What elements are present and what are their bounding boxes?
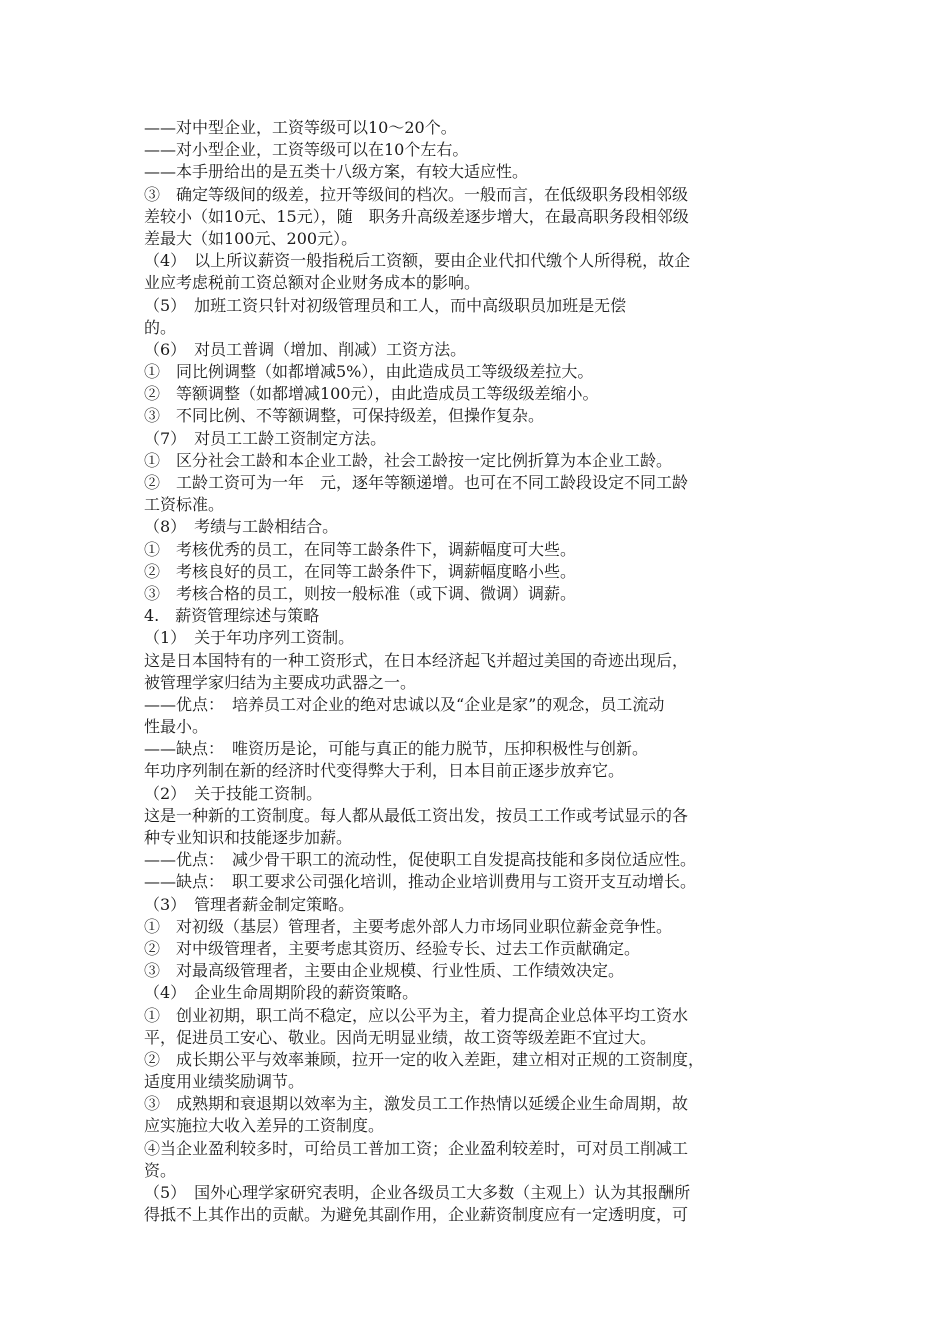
text-line: ① 对初级（基层）管理者，主要考虑外部人力市场同业职位薪金竞争性。 xyxy=(144,916,673,936)
text-line: （5） 加班工资只针对初级管理员和工人，而中高级职员加班是无偿 xyxy=(144,295,627,315)
text-line: ① 考核优秀的员工，在同等工龄条件下，调薪幅度可大些。 xyxy=(144,539,577,559)
text-line: （2） 关于技能工资制。 xyxy=(144,783,323,803)
text-line: ② 等额调整（如都增减100元），由此造成员工等级级差缩小。 xyxy=(144,384,599,404)
text-line: ——缺点： 唯资历是论，可能与真正的能力脱节，压抑积极性与创新。 xyxy=(144,739,649,759)
text-line: ② 成长期公平与效率兼顾，拉开一定的收入差距，建立相对正规的工资制度， xyxy=(144,1049,705,1069)
text-line: （4） 企业生命周期阶段的薪资策略。 xyxy=(144,983,419,1003)
text-line: （7） 对员工工龄工资制定方法。 xyxy=(144,428,387,448)
text-line: ③ 确定等级间的级差，拉开等级间的档次。一般而言，在低级职务段相邻级 xyxy=(144,184,689,204)
text-line: ③ 考核合格的员工，则按一般标准（或下调、微调）调薪。 xyxy=(144,583,577,603)
text-line: ——优点： 减少骨干职工的流动性，促使职工自发提高技能和多岗位适应性。 xyxy=(144,850,697,870)
document-body xyxy=(144,117,824,1226)
text-line: 性最小。 xyxy=(144,717,209,737)
text-line: ② 工龄工资可为一年 元，逐年等额递增。也可在不同工龄段设定不同工龄 xyxy=(144,473,689,492)
text-line: （8） 考绩与工龄相结合。 xyxy=(144,517,339,537)
text-line: 这是日本国特有的一种工资形式，在日本经济起飞并超过美国的奇迹出现后， xyxy=(144,650,689,670)
text-line: ② 考核良好的员工，在同等工龄条件下，调薪幅度略小些。 xyxy=(144,561,577,581)
text-line: 4. 薪资管理综述与策略 xyxy=(144,606,320,626)
text-line: 年功序列制在新的经济时代变得弊大于利，日本目前正逐步放弃它。 xyxy=(144,761,625,781)
text-line: ③ 对最高级管理者，主要由企业规模、行业性质、工作绩效决定。 xyxy=(144,961,625,981)
text-line: ① 区分社会工龄和本企业工龄，社会工龄按一定比例折算为本企业工龄。 xyxy=(144,450,673,470)
text-line: ③ 成熟期和衰退期以效率为主，激发员工工作热情以延缓企业生命周期，故 xyxy=(144,1094,689,1114)
text-line: 得抵不上其作出的贡献。为避免其副作用，企业薪资制度应有一定透明度，可 xyxy=(144,1205,689,1225)
text-line: ③ 不同比例、不等额调整，可保持级差，但操作复杂。 xyxy=(144,406,545,426)
text-line: ——本手册给出的是五类十八级方案，有较大适应性。 xyxy=(144,162,529,182)
text-line: 工资标准。 xyxy=(144,495,225,515)
text-line: 平，促进员工安心、敬业。因尚无明显业绩，故工资等级差距不宜过大。 xyxy=(144,1027,657,1047)
text-line: 应实施拉大收入差异的工资制度。 xyxy=(144,1116,385,1136)
text-line: （6） 对员工普调（增加、削减）工资方法。 xyxy=(144,339,467,359)
text-line: 差较小（如10元、15元），随 职务升高级差逐步增大，在最高职务段相邻级 xyxy=(144,206,689,226)
text-line: ——对中型企业，工资等级可以10～20个。 xyxy=(144,118,457,137)
text-line: ④当企业盈利较多时，可给员工普加工资；企业盈利较差时，可对员工削减工 xyxy=(144,1138,689,1158)
text-line: ——优点： 培养员工对企业的绝对忠诚以及“企业是家”的观念，员工流动 xyxy=(144,694,665,714)
text-line: ① 创业初期，职工尚不稳定，应以公平为主，着力提高企业总体平均工资水 xyxy=(144,1005,689,1025)
text-line: （4） 以上所议薪资一般指税后工资额，要由企业代扣代缴个人所得税，故企 xyxy=(144,251,691,271)
text-line: 业应考虑税前工资总额对企业财务成本的影响。 xyxy=(144,273,481,293)
text-line: ① 同比例调整（如都增减5%），由此造成员工等级级差拉大。 xyxy=(144,362,594,382)
text-line: 被管理学家归结为主要成功武器之一。 xyxy=(144,672,417,692)
text-line: 差最大（如100元、200元）。 xyxy=(144,228,358,248)
text-line: ② 对中级管理者，主要考虑其资历、经验专长、过去工作贡献确定。 xyxy=(144,938,641,958)
text-line: （5） 国外心理学家研究表明，企业各级员工大多数（主观上）认为其报酬所 xyxy=(144,1183,691,1202)
text-line: 资。 xyxy=(144,1160,177,1180)
text-line: （3） 管理者薪金制定策略。 xyxy=(144,894,355,914)
text-line: 这是一种新的工资制度。每人都从最低工资出发，按员工工作或考试显示的各 xyxy=(144,805,689,825)
text-line: （1） 关于年功序列工资制。 xyxy=(144,628,355,648)
text-line: ——缺点： 职工要求公司强化培训，推动企业培训费用与工资开支互动增长。 xyxy=(144,872,697,892)
text-line: ——对小型企业，工资等级可以在10个左右。 xyxy=(144,140,469,160)
text-line: 适度用业绩奖励调节。 xyxy=(144,1072,305,1092)
text-line: 的。 xyxy=(144,317,177,337)
text-line: 种专业知识和技能逐步加薪。 xyxy=(144,828,353,847)
